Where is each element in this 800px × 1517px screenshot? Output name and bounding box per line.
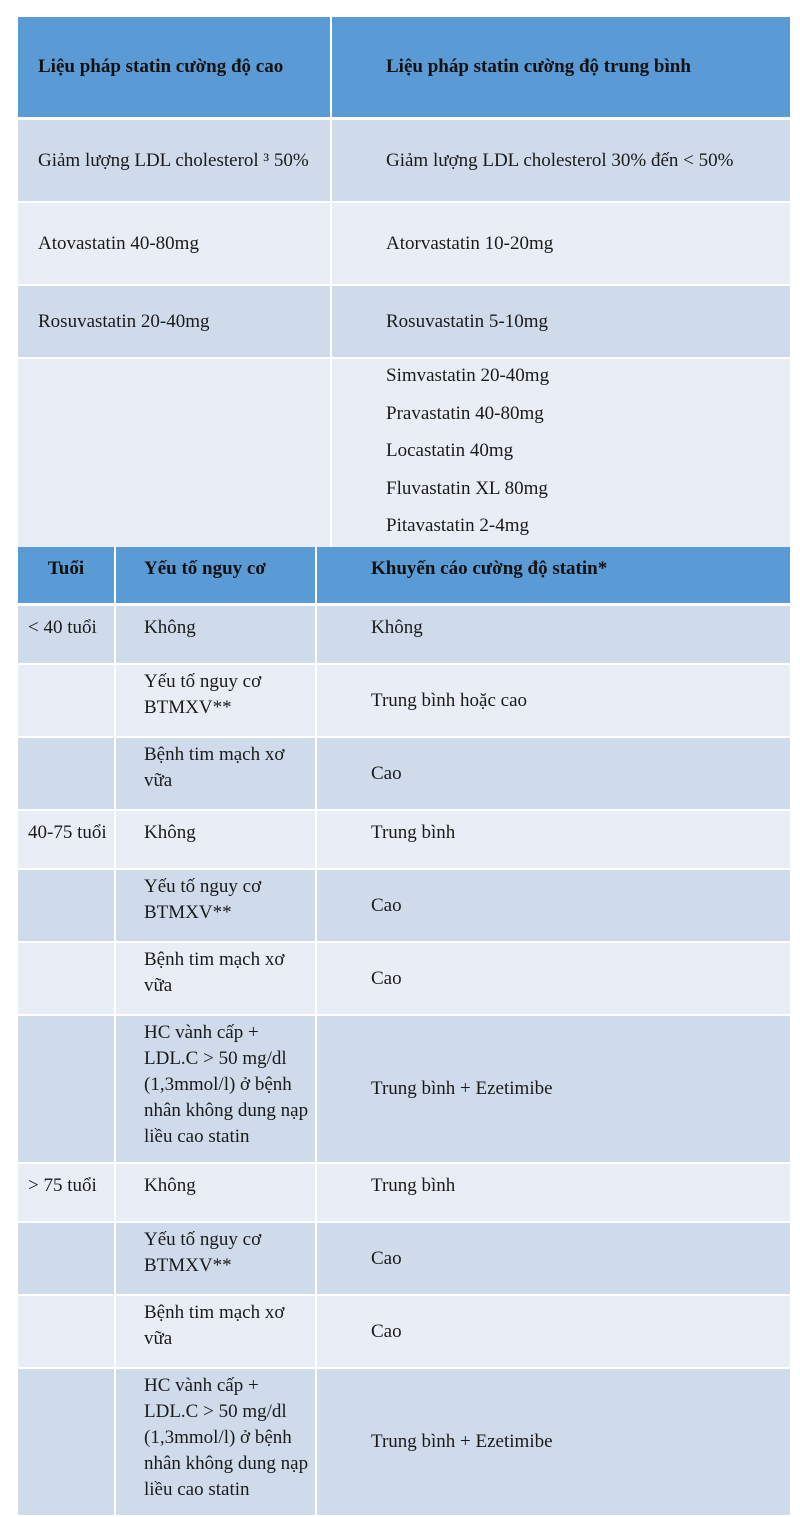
table-row	[18, 1222, 790, 1295]
table-row	[18, 1015, 790, 1163]
statin-intensity-table	[18, 17, 790, 553]
age-cell	[18, 942, 115, 1015]
age-cell	[18, 664, 115, 737]
table-header-row	[18, 17, 790, 119]
statin-recommendation-table	[18, 547, 790, 1517]
table-row	[18, 1163, 790, 1222]
risk-cell: Không	[115, 1163, 316, 1222]
header-recommendation: Khuyến cáo cường độ statin*	[316, 547, 790, 605]
table-row	[18, 810, 790, 869]
table-row	[18, 942, 790, 1015]
age-cell	[18, 1222, 115, 1295]
recommendation-cell: Trung bình	[316, 1163, 790, 1222]
recommendation-cell: Cao	[316, 869, 790, 942]
age-cell: > 75 tuổi	[18, 1163, 115, 1222]
risk-cell: HC vành cấp + LDL.C > 50 mg/dl (1,3mmol/l) ở bệnh nhân không dung nạp liều cao statin	[115, 1015, 316, 1163]
age-cell: < 40 tuổi	[18, 605, 115, 665]
table-row	[18, 202, 790, 285]
header-high-intensity: Liệu pháp statin cường độ cao	[18, 17, 331, 119]
risk-cell: Yếu tố nguy cơ BTMXV**	[115, 1222, 316, 1295]
recommendation-cell: Không	[316, 605, 790, 665]
table-row	[18, 664, 790, 737]
table-row	[18, 605, 790, 665]
risk-cell: HC vành cấp + LDL.C > 50 mg/dl (1,3mmol/l) ở bệnh nhân không dung nạp liều cao statin	[115, 1368, 316, 1516]
recommendation-cell: Trung bình hoặc cao	[316, 664, 790, 737]
age-cell	[18, 737, 115, 810]
drug-item: Locastatin 40mg	[386, 440, 514, 461]
risk-cell: Không	[115, 605, 316, 665]
risk-cell: Yếu tố nguy cơ BTMXV**	[115, 664, 316, 737]
table-cell: Atovastatin 40-80mg	[18, 202, 331, 285]
table-cell: Rosuvastatin 5-10mg	[331, 285, 790, 358]
age-cell	[18, 1368, 115, 1516]
drug-item: Fluvastatin XL 80mg	[386, 477, 548, 499]
recommendation-cell: Trung bình	[316, 810, 790, 869]
table-cell: Rosuvastatin 20-40mg	[18, 285, 331, 358]
recommendation-cell: Trung bình + Ezetimibe	[316, 1015, 790, 1163]
risk-cell: Bệnh tim mạch xơ vữa	[115, 1295, 316, 1368]
table-cell: Giảm lượng LDL cholesterol ³ 50%	[18, 119, 331, 203]
drug-item: Pravastatin 40-80mg	[386, 402, 544, 424]
recommendation-cell: Cao	[316, 1222, 790, 1295]
risk-cell: Không	[115, 810, 316, 869]
table-row	[18, 1295, 790, 1368]
table-row	[18, 737, 790, 810]
header-moderate-intensity: Liệu pháp statin cường độ trung bình	[331, 17, 790, 119]
table-row	[18, 119, 790, 203]
recommendation-cell: Cao	[316, 737, 790, 810]
recommendation-cell: Cao	[316, 1295, 790, 1368]
age-cell	[18, 1295, 115, 1368]
age-cell	[18, 1015, 115, 1163]
risk-cell: Yếu tố nguy cơ BTMXV**	[115, 869, 316, 942]
table-row	[18, 869, 790, 942]
recommendation-cell: Cao	[316, 942, 790, 1015]
header-risk-factor: Yếu tố nguy cơ	[115, 547, 316, 605]
table-cell-empty	[18, 358, 331, 552]
recommendation-cell: Trung bình + Ezetimibe	[316, 1368, 790, 1516]
risk-cell: Bệnh tim mạch xơ vữa	[115, 737, 316, 810]
drug-item: Pitavastatin 2-4mg	[386, 515, 530, 536]
table-row	[18, 1368, 790, 1516]
header-age: Tuổi	[18, 547, 115, 605]
age-cell: 40-75 tuổi	[18, 810, 115, 869]
table-cell: Giảm lượng LDL cholesterol 30% đến < 50%	[331, 119, 790, 203]
moderate-drug-list	[331, 358, 790, 552]
table-header-row	[18, 547, 790, 605]
age-cell	[18, 869, 115, 942]
table-row	[18, 358, 790, 552]
risk-cell: Bệnh tim mạch xơ vữa	[115, 942, 316, 1015]
table-cell: Atorvastatin 10-20mg	[331, 202, 790, 285]
drug-item: Simvastatin 20-40mg	[386, 365, 550, 386]
table-row	[18, 285, 790, 358]
